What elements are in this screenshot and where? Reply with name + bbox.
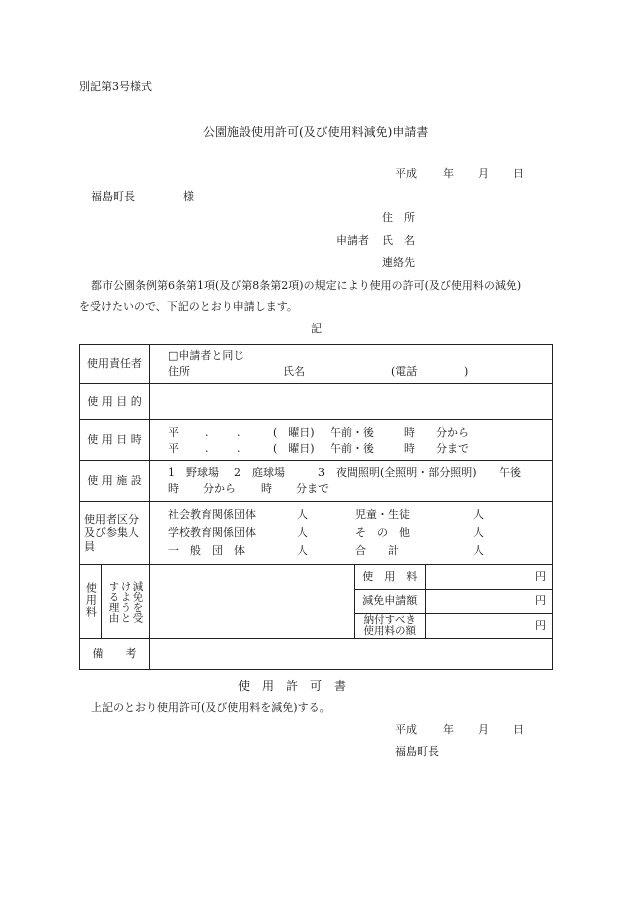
facility-night-lighting[interactable]: 3 夜間照明(全照明・部分照明) (318, 466, 477, 479)
responsible-phone-close: ) (464, 365, 469, 378)
fee-amounts-table (355, 565, 552, 638)
purpose-field[interactable] (150, 384, 553, 420)
row-category (80, 502, 553, 565)
datetime-end-dot1: . (205, 442, 209, 455)
responsible-name-label: 氏名 (283, 365, 305, 378)
fee-usage-unit: 円 (535, 569, 546, 583)
category-field[interactable] (150, 502, 553, 565)
applicant-contact-label: 連絡先 (382, 256, 415, 269)
datetime-end-dot2: . (237, 442, 241, 455)
fee-reason-label (102, 565, 150, 639)
purpose-label: 使 用 目 的 (80, 384, 150, 420)
date-day: 日 (513, 167, 524, 180)
fee-row-reduction (355, 589, 552, 613)
fee-outer-label (80, 565, 102, 639)
category-label-line1: 使用者区分 (84, 513, 139, 527)
datetime-end-hour: 時 (404, 442, 415, 455)
page-title: 公園施設使用許可(及び使用料減免)申請書 (203, 125, 429, 139)
applicant-address-label: 住 所 (382, 211, 415, 224)
category-social-edu-unit: 人 (297, 508, 308, 521)
permit-date-day: 日 (513, 723, 524, 736)
datetime-start-dot2: . (237, 426, 241, 439)
facility-baseball[interactable]: 1 野球場 (168, 466, 219, 479)
facility-from-hour: 時 (168, 482, 179, 495)
datetime-start-dot1: . (205, 426, 209, 439)
fee-payable-label (355, 613, 425, 638)
remarks-label: 備 考 (80, 639, 150, 670)
fee-usage-label: 使 用 料 (355, 565, 425, 589)
category-total-unit: 人 (473, 544, 484, 557)
facility-label: 使 用 施 設 (80, 461, 150, 502)
facility-field[interactable] (150, 461, 553, 502)
facility-to-minute: 分まで (296, 482, 329, 495)
row-facility (80, 461, 553, 502)
category-general-unit: 人 (297, 544, 308, 557)
date-era: 平成 (395, 167, 417, 180)
fee-reason-field[interactable] (150, 565, 355, 639)
responsible-field[interactable] (150, 345, 553, 384)
datetime-end-weekday: ( 曜日) (273, 442, 315, 455)
body-text-line1: 都市公園条例第6条第1項(及び第8条第2項)の規定により使用の許可(及び使用料の減免) (91, 279, 522, 292)
responsible-address-label: 住所 (168, 365, 190, 378)
category-label-line3: 員 (84, 539, 95, 553)
fee-payable-field[interactable] (425, 613, 552, 638)
category-social-edu: 社会教育関係団体 (168, 508, 256, 521)
permit-date-year: 年 (443, 723, 454, 736)
datetime-start-weekday: ( 曜日) (273, 426, 315, 439)
permit-issuer: 福島町長 (395, 745, 439, 758)
fee-amounts (355, 565, 553, 639)
fee-payable-label-line2: 使用料の額 (363, 624, 416, 637)
datetime-field[interactable] (150, 420, 553, 461)
fee-row-usage (355, 565, 552, 589)
fee-reason-label-text: 減免を受けようとする理由 (107, 580, 144, 623)
applicant-label: 申請者 (336, 234, 369, 247)
fee-reduction-unit: 円 (535, 594, 546, 608)
datetime-end-minute: 分まで (436, 442, 469, 455)
facility-tennis[interactable]: 2 庭球場 (234, 466, 285, 479)
remarks-field[interactable] (150, 639, 553, 670)
fee-row-payable (355, 613, 552, 638)
addressee-honorific: 様 (183, 190, 194, 203)
ki-label: 記 (311, 322, 322, 335)
facility-pm: 午後 (499, 466, 521, 479)
category-label-line2: 及び参集人 (84, 526, 139, 540)
date-month: 月 (478, 167, 489, 180)
row-remarks (80, 639, 553, 670)
fee-reduction-label: 減免申請額 (355, 589, 425, 613)
application-form-table (79, 344, 553, 670)
datetime-start-ampm: 午前・後 (330, 426, 374, 439)
datetime-start-minute: 分から (436, 426, 469, 439)
permit-text: 上記のとおり使用許可(及び使用料を減免)する。 (91, 701, 331, 714)
category-school-edu: 学校教育関係団体 (168, 526, 256, 539)
fee-payable-unit: 円 (535, 618, 546, 632)
permit-date-era: 平成 (395, 723, 417, 736)
row-datetime (80, 420, 553, 461)
applicant-name-label: 氏 名 (382, 234, 415, 247)
row-responsible (80, 345, 553, 384)
datetime-label: 使 用 日 時 (80, 420, 150, 461)
fee-outer-label-text: 使用料 (84, 581, 98, 618)
category-general: 一 般 団 体 (168, 544, 245, 557)
category-students: 児童・生徒 (355, 508, 410, 521)
datetime-start-era: 平 (168, 426, 179, 439)
category-other: そ の 他 (355, 526, 410, 539)
body-text-line2: を受けたいので、下記のとおり申請します。 (79, 300, 298, 313)
datetime-start-hour: 時 (404, 426, 415, 439)
row-fee (80, 565, 553, 639)
same-as-applicant-checkbox[interactable]: □申請者と同じ (168, 349, 245, 362)
category-school-edu-unit: 人 (297, 526, 308, 539)
category-total: 合 計 (355, 544, 399, 557)
fee-usage-field[interactable] (425, 565, 552, 589)
responsible-phone-open: (電話 (391, 365, 418, 378)
form-number: 別記第3号様式 (79, 80, 152, 93)
date-year: 年 (443, 167, 454, 180)
category-students-unit: 人 (473, 508, 484, 521)
responsible-label: 使用責任者 (80, 345, 150, 384)
category-other-unit: 人 (473, 526, 484, 539)
permit-date-month: 月 (478, 723, 489, 736)
fee-payable-label-line1: 納付すべき (363, 613, 416, 626)
datetime-end-era: 平 (168, 442, 179, 455)
facility-from-minute: 分から (203, 482, 236, 495)
category-label (80, 502, 150, 565)
permit-title: 使 用 許 可 書 (238, 679, 347, 693)
row-purpose (80, 384, 553, 420)
datetime-end-ampm: 午前・後 (330, 442, 374, 455)
facility-to-hour: 時 (261, 482, 272, 495)
addressee-name: 福島町長 (91, 190, 135, 203)
fee-reduction-field[interactable] (425, 589, 552, 613)
